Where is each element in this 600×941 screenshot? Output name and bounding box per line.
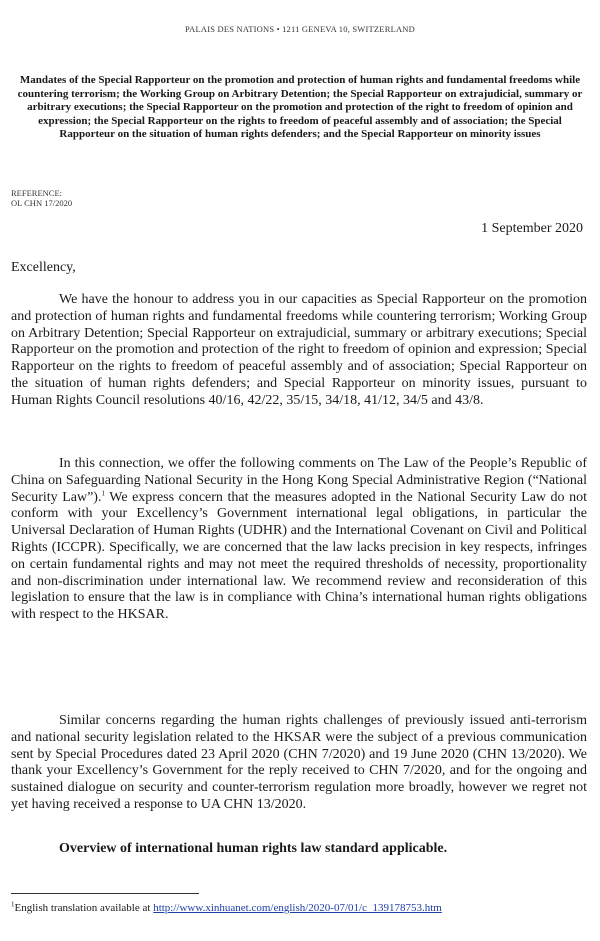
address-line: PALAIS DES NATIONS • 1211 GENEVA 10, SWITZERLAND <box>185 24 415 34</box>
mandates-title: Mandates of the Special Rapporteur on the promotion and protection of human rights and fundamental freedoms while countering terrorism; the Working Group on Arbitrary Detention; the Special Rapporteur on extrajudicial, summary or arbitrary executions; the Special Rapporteur on the promotion and protection of the right to freedom of opinion and expression; the Special Rapporteur on the rights to freedom of peaceful assembly and of association; the Special Rapporteur on the situation of human rights defenders; and the Special Rapporteur on minority issues <box>17 74 583 141</box>
paragraph-national-security-law <box>11 456 587 624</box>
section-heading: Overview of international human rights law standard applicable. <box>59 841 448 856</box>
letter-date: 1 September 2020 <box>481 221 583 236</box>
footnote-divider <box>11 893 199 894</box>
paragraph-mandates: We have the honour to address you in our capacities as Special Rapporteur on the promotion and protection of human rights and fundamental freedoms while countering terrorism; Working Group on Arbitrary Detention; Special Rapporteur on extrajudicial, summary or arbitrary executions; Special Rapporteur on the promotion and protection of the right to freedom of opinion and expression; Special Rapporteur on the rights to freedom of peaceful assembly and of association; Special Rapporteur on the situation of human rights defenders; and Special Rapporteur on minority issues, pursuant to Human Rights Council resolutions 40/16, 42/22, 35/15, 34/18, 41/12, 34/5 and 43/8. <box>11 292 587 408</box>
salutation: Excellency, <box>11 260 76 275</box>
reference-code: OL CHN 17/2020 <box>11 198 73 208</box>
footnote-number: 1 <box>11 900 15 909</box>
paragraph-2-start: In this connection, we offer the following comments on The Law of the People’s Republic of China on Safeguarding National Security in the Hong Kong Special Administrative Region (“National Security Law”). <box>11 456 587 505</box>
footnote <box>11 902 442 914</box>
paragraph-previous-communications: Similar concerns regarding the human rights challenges of previously issued anti-terrorism and national security legislation related to the HKSAR were the subject of a previous communication sent by Special Procedures dated 23 April 2020 (CHN 7/2020) and 19 June 2020 (CHN 13/2020). We thank your Excellency’s Government for the reply received to CHN 7/2020, and for the ongoing and sustained dialogue on security and counter-terrorism regulation more broadly, however we regret not yet having received a response to UA CHN 13/2020. <box>11 713 587 812</box>
reference-block <box>11 188 72 208</box>
paragraph-2-rest: We express concern that the measures adopted in the National Security Law do not conform with your Excellency’s Government international legal obligations, in particular the Universal Declaration of Human Rights (UDHR) and the International Covenant on Civil and Political Rights (ICCPR). Specifically, we are concerned that the law lacks precision in key respects, infringes on certain fundamental rights and may not meet the required thresholds of necessity, proportionality and non-discrimination under international law. We recommend review and reconsideration of this legislation to ensure that the law is in compliance with China’s international human rights obligations with respect to the HKSAR. <box>11 489 587 623</box>
footnote-link[interactable]: http://www.xinhuanet.com/english/2020-07/01/c_139178753.htm <box>153 902 442 914</box>
reference-label: REFERENCE: <box>11 188 63 198</box>
footnote-reference[interactable]: 1 <box>101 488 105 497</box>
footnote-text: English translation available at <box>14 902 154 914</box>
